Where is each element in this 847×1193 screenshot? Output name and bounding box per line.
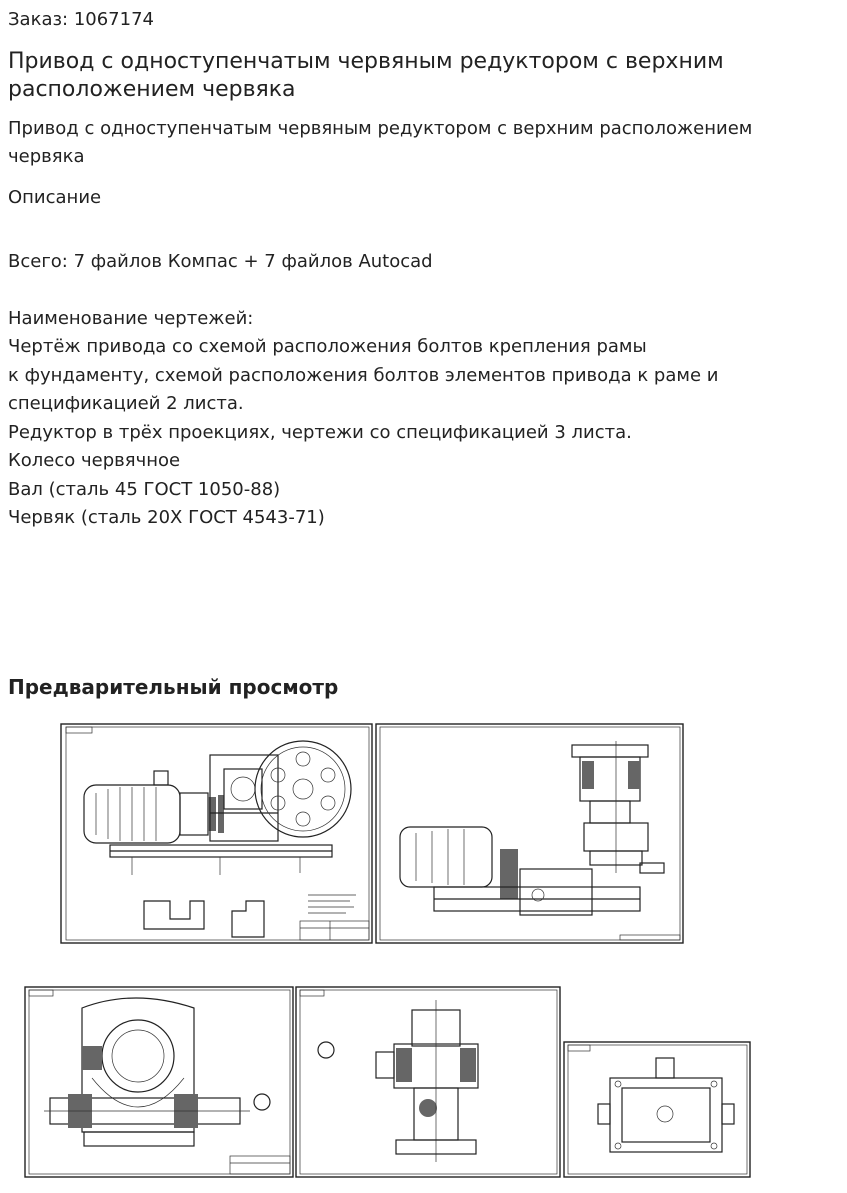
page-subtitle: Привод с одноступенчатым червяным редуктором с верхним расположением червяка	[8, 118, 753, 167]
total-files: Всего: 7 файлов Компас + 7 файлов Autocad	[8, 251, 433, 272]
drawing-item: Чертёж привода со схемой расположения болтов крепления рамы	[8, 336, 647, 357]
order-number: Заказ: 1067174	[8, 9, 154, 30]
preview-heading: Предварительный просмотр	[8, 675, 339, 699]
drawing-item: Колесо червячное	[8, 450, 181, 471]
preview-drive-drawing[interactable]	[60, 723, 685, 945]
preview-reducer-drawing[interactable]	[24, 986, 752, 1179]
description-heading: Описание	[8, 187, 102, 208]
page-title: Привод с одноступенчатым червяным редуктором с верхним расположением червяка	[8, 49, 724, 102]
drawing-item: к фундаменту, схемой расположения болтов элементов привода к раме и	[8, 365, 719, 386]
drawings-heading: Наименование чертежей:	[8, 308, 254, 329]
drawing-item: Редуктор в трёх проекциях, чертежи со спецификацией 3 листа.	[8, 422, 632, 443]
drawing-item: Червяк (сталь 20Х ГОСТ 4543-71)	[8, 507, 325, 528]
drawing-item: спецификацией 2 листа.	[8, 393, 244, 414]
drawing-item: Вал (сталь 45 ГОСТ 1050-88)	[8, 479, 281, 500]
